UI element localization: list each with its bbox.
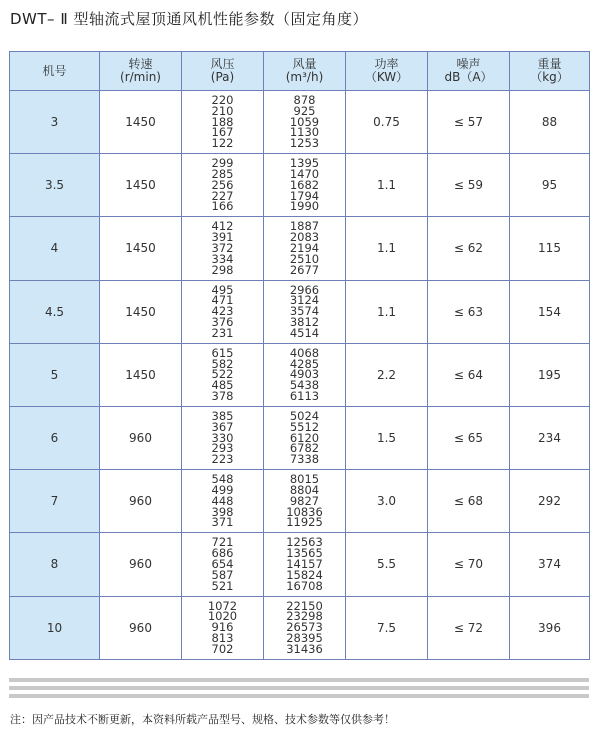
cell-volume-value: 5438 xyxy=(289,378,320,393)
cell-volume-value: 5512 xyxy=(289,419,320,434)
cell-volume-value: 3812 xyxy=(289,315,320,330)
cell-pressure xyxy=(182,533,264,596)
cell-noise: ≤ 70 xyxy=(428,533,510,596)
cell-pressure-value: 521 xyxy=(211,578,234,593)
cell-volume-value: 7338 xyxy=(289,452,320,467)
cell-volume-value: 4285 xyxy=(289,356,320,371)
cell-volume-value: 1470 xyxy=(289,167,320,182)
cell-volume-value: 6120 xyxy=(289,430,320,445)
cell-volume-value: 2510 xyxy=(289,251,320,266)
cell-power: 7.5 xyxy=(346,596,428,659)
cell-pressure-value: 299 xyxy=(211,156,234,171)
cell-volume-value: 6113 xyxy=(289,389,320,404)
cell-volume-value: 925 xyxy=(293,103,316,118)
cell-noise: ≤ 64 xyxy=(428,343,510,406)
cell-volume xyxy=(264,91,346,154)
cell-pressure-value: 391 xyxy=(211,230,234,245)
cell-volume-value: 6782 xyxy=(289,441,320,456)
cell-volume-value: 12563 xyxy=(286,535,323,550)
cell-pressure-value: 330 xyxy=(211,430,234,445)
cell-pressure-value: 293 xyxy=(211,441,234,456)
cell-volume-value: 1794 xyxy=(289,188,320,203)
cell-pressure-value: 227 xyxy=(211,188,234,203)
cell-volume-value: 1395 xyxy=(289,156,320,171)
cell-pressure-value: 721 xyxy=(211,535,234,550)
cell-weight: 374 xyxy=(510,533,590,596)
cell-weight: 88 xyxy=(510,91,590,154)
cell-volume-value: 1130 xyxy=(289,125,320,140)
cell-volume-value: 1059 xyxy=(289,114,320,129)
cell-pressure-value: 166 xyxy=(211,199,234,214)
cell-pressure-value: 285 xyxy=(211,167,234,182)
cell-pressure-value: 499 xyxy=(211,483,234,498)
cell-model: 4 xyxy=(10,217,100,280)
cell-speed: 960 xyxy=(100,533,182,596)
cell-volume-value: 4514 xyxy=(289,325,320,340)
cell-power: 1.5 xyxy=(346,406,428,469)
cell-pressure xyxy=(182,280,264,343)
header-weight: 重量 （kg） xyxy=(510,52,590,91)
header-speed: 转速 (r/min) xyxy=(100,52,182,91)
cell-speed: 1450 xyxy=(100,91,182,154)
divider-stripe xyxy=(9,686,589,690)
cell-volume xyxy=(264,406,346,469)
cell-speed: 960 xyxy=(100,470,182,533)
cell-pressure-value: 495 xyxy=(211,282,234,297)
table-row xyxy=(10,470,590,533)
cell-weight: 234 xyxy=(510,406,590,469)
cell-pressure-value: 231 xyxy=(211,325,234,340)
cell-pressure-value: 188 xyxy=(211,114,234,129)
cell-pressure xyxy=(182,217,264,280)
cell-pressure-value: 686 xyxy=(211,546,234,561)
cell-volume-value: 22150 xyxy=(286,598,323,613)
cell-volume xyxy=(264,343,346,406)
cell-volume-value: 8804 xyxy=(289,483,320,498)
cell-pressure-value: 916 xyxy=(211,620,234,635)
cell-pressure xyxy=(182,91,264,154)
cell-pressure-value: 210 xyxy=(211,103,234,118)
cell-model: 6 xyxy=(10,406,100,469)
cell-pressure-value: 582 xyxy=(211,356,234,371)
cell-pressure-value: 548 xyxy=(211,472,234,487)
table-body xyxy=(10,91,590,660)
divider-stripes xyxy=(9,678,589,702)
cell-noise: ≤ 62 xyxy=(428,217,510,280)
cell-power: 1.1 xyxy=(346,154,428,217)
cell-weight: 95 xyxy=(510,154,590,217)
cell-pressure-value: 367 xyxy=(211,419,234,434)
cell-pressure-value: 1072 xyxy=(207,598,238,613)
cell-noise: ≤ 59 xyxy=(428,154,510,217)
cell-pressure xyxy=(182,470,264,533)
cell-noise: ≤ 63 xyxy=(428,280,510,343)
cell-power: 5.5 xyxy=(346,533,428,596)
cell-pressure-value: 223 xyxy=(211,452,234,467)
cell-pressure-value: 522 xyxy=(211,367,234,382)
table-row xyxy=(10,533,590,596)
cell-pressure-value: 256 xyxy=(211,177,234,192)
header-model: 机号 xyxy=(10,52,100,91)
cell-noise: ≤ 65 xyxy=(428,406,510,469)
table-row xyxy=(10,406,590,469)
cell-power: 1.1 xyxy=(346,280,428,343)
cell-model: 8 xyxy=(10,533,100,596)
cell-speed: 960 xyxy=(100,596,182,659)
cell-volume-value: 3574 xyxy=(289,304,320,319)
cell-pressure-value: 654 xyxy=(211,557,234,571)
cell-model: 4.5 xyxy=(10,280,100,343)
cell-pressure-value: 412 xyxy=(211,219,234,234)
performance-table xyxy=(9,51,590,660)
table-row xyxy=(10,91,590,154)
cell-power: 2.2 xyxy=(346,343,428,406)
cell-model: 5 xyxy=(10,343,100,406)
cell-volume-value: 14157 xyxy=(286,557,323,571)
cell-power: 0.75 xyxy=(346,91,428,154)
table-row xyxy=(10,280,590,343)
cell-volume-value: 11925 xyxy=(286,515,323,530)
cell-pressure-value: 167 xyxy=(211,125,234,140)
cell-volume-value: 2966 xyxy=(289,282,320,297)
cell-volume-value: 4903 xyxy=(289,367,320,382)
cell-speed: 1450 xyxy=(100,217,182,280)
header-volume: 风量 (m³/h) xyxy=(264,52,346,91)
cell-pressure-value: 471 xyxy=(211,293,234,308)
cell-pressure-value: 220 xyxy=(211,93,234,108)
cell-pressure xyxy=(182,343,264,406)
cell-volume-value: 9827 xyxy=(289,493,320,508)
cell-pressure-value: 372 xyxy=(211,241,234,256)
cell-weight: 115 xyxy=(510,217,590,280)
cell-volume-value: 5024 xyxy=(289,409,320,424)
cell-volume-value: 15824 xyxy=(286,567,323,582)
cell-pressure-value: 615 xyxy=(211,345,234,360)
header-power: 功率 （KW） xyxy=(346,52,428,91)
cell-model: 3 xyxy=(10,91,100,154)
cell-speed: 1450 xyxy=(100,280,182,343)
cell-volume-value: 28395 xyxy=(286,630,323,645)
divider-stripe xyxy=(9,678,589,682)
cell-volume xyxy=(264,280,346,343)
cell-pressure xyxy=(182,406,264,469)
cell-noise: ≤ 72 xyxy=(428,596,510,659)
cell-volume-value: 2083 xyxy=(289,230,320,245)
table-row xyxy=(10,343,590,406)
table-header-row xyxy=(10,52,590,91)
cell-model: 7 xyxy=(10,470,100,533)
cell-weight: 154 xyxy=(510,280,590,343)
cell-pressure-value: 385 xyxy=(211,409,234,424)
cell-pressure xyxy=(182,596,264,659)
cell-volume xyxy=(264,596,346,659)
cell-speed: 1450 xyxy=(100,154,182,217)
cell-pressure-value: 813 xyxy=(211,630,234,645)
cell-pressure-value: 485 xyxy=(211,378,234,393)
cell-volume-value: 23298 xyxy=(286,609,323,624)
cell-pressure-value: 376 xyxy=(211,315,234,330)
cell-pressure-value: 334 xyxy=(211,251,234,266)
cell-weight: 195 xyxy=(510,343,590,406)
cell-pressure-value: 1020 xyxy=(207,609,238,624)
cell-speed: 960 xyxy=(100,406,182,469)
cell-volume-value: 16708 xyxy=(286,578,323,593)
cell-speed: 1450 xyxy=(100,343,182,406)
cell-noise: ≤ 68 xyxy=(428,470,510,533)
cell-power: 1.1 xyxy=(346,217,428,280)
header-pressure: 风压 (Pa) xyxy=(182,52,264,91)
cell-volume-value: 13565 xyxy=(286,546,323,561)
cell-volume-value: 3124 xyxy=(289,293,320,308)
table-row xyxy=(10,596,590,659)
cell-volume xyxy=(264,217,346,280)
cell-volume-value: 26573 xyxy=(286,620,323,635)
cell-pressure-value: 587 xyxy=(211,567,234,582)
cell-weight: 396 xyxy=(510,596,590,659)
header-noise: 噪声 dB（A） xyxy=(428,52,510,91)
cell-model: 10 xyxy=(10,596,100,659)
page-title: DWT– Ⅱ 型轴流式屋顶通风机性能参数（固定角度） xyxy=(10,10,368,28)
cell-pressure-value: 122 xyxy=(211,136,234,151)
cell-model: 3.5 xyxy=(10,154,100,217)
cell-volume-value: 2677 xyxy=(289,262,320,277)
cell-volume-value: 10836 xyxy=(286,504,323,519)
cell-pressure-value: 702 xyxy=(211,641,234,656)
cell-volume-value: 1990 xyxy=(289,199,320,214)
cell-pressure-value: 448 xyxy=(211,493,234,508)
cell-pressure-value: 423 xyxy=(211,304,234,319)
cell-volume xyxy=(264,470,346,533)
cell-volume-value: 31436 xyxy=(286,641,323,656)
cell-volume-value: 1253 xyxy=(289,136,320,151)
cell-weight: 292 xyxy=(510,470,590,533)
cell-pressure-value: 378 xyxy=(211,389,234,404)
table-row xyxy=(10,217,590,280)
cell-volume-value: 8015 xyxy=(289,472,320,487)
cell-power: 3.0 xyxy=(346,470,428,533)
cell-volume-value: 1887 xyxy=(289,219,320,234)
cell-volume-value: 1682 xyxy=(289,177,320,192)
cell-pressure-value: 371 xyxy=(211,515,234,530)
cell-pressure xyxy=(182,154,264,217)
cell-volume-value: 2194 xyxy=(289,241,320,256)
cell-pressure-value: 298 xyxy=(211,262,234,277)
cell-volume xyxy=(264,154,346,217)
divider-stripe xyxy=(9,694,589,698)
cell-volume-value: 4068 xyxy=(289,345,320,360)
cell-noise: ≤ 57 xyxy=(428,91,510,154)
footnote: 注：因产品技术不断更新，本资料所载产品型号、规格、技术参数等仅供参考！ xyxy=(10,713,395,726)
cell-volume-value: 878 xyxy=(293,93,316,108)
table-row xyxy=(10,154,590,217)
cell-pressure-value: 398 xyxy=(211,504,234,519)
cell-volume xyxy=(264,533,346,596)
